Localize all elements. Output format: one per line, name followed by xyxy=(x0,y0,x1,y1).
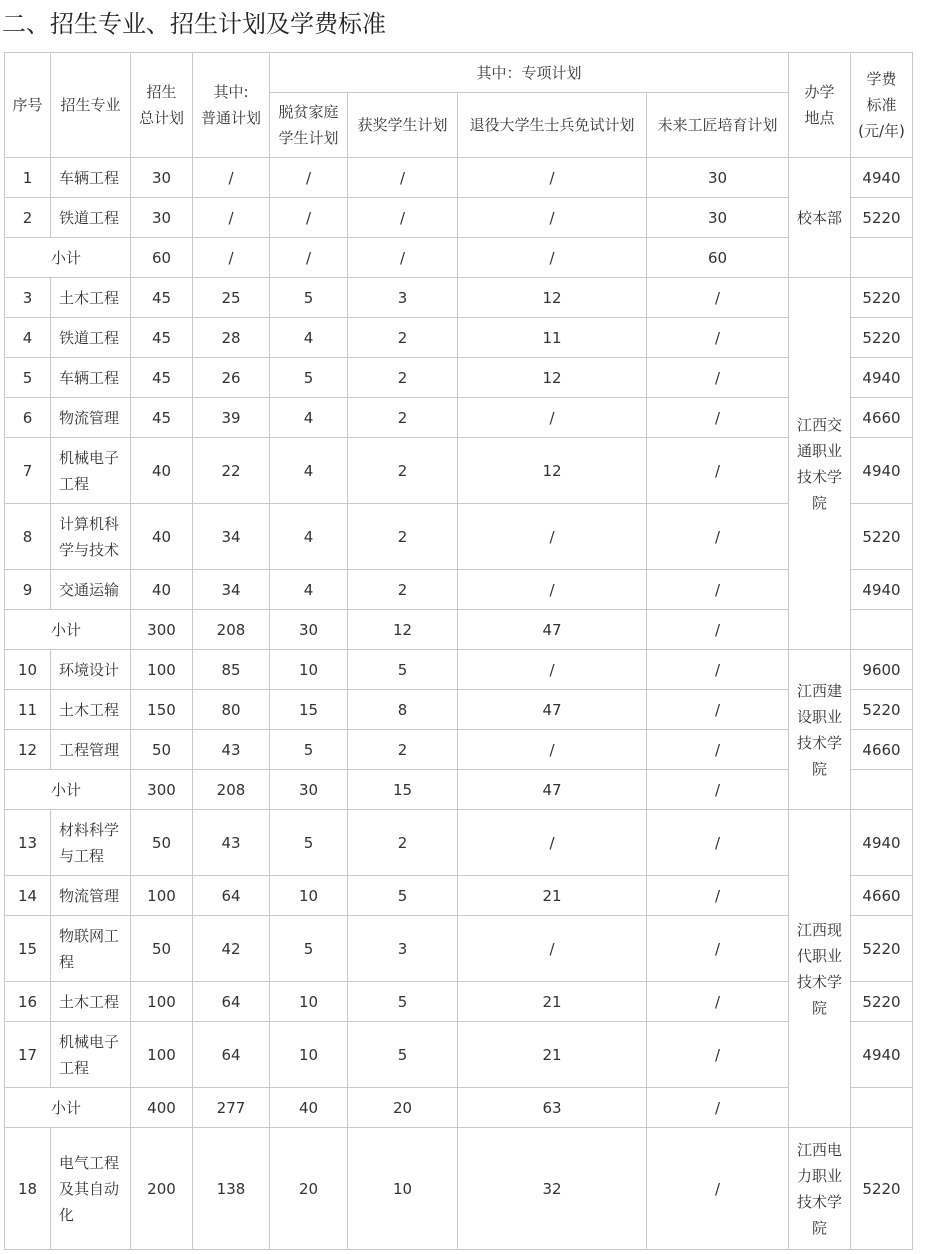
cell-craftsman: / xyxy=(647,504,789,570)
cell-seq: 8 xyxy=(5,504,51,570)
cell-total: 300 xyxy=(131,770,193,810)
cell-major: 机械电子 工程 xyxy=(51,438,131,504)
header-special-plan: 其中：专项计划 xyxy=(270,53,789,93)
cell-tuition xyxy=(851,610,913,650)
cell-regular: 80 xyxy=(193,690,270,730)
cell-regular: 277 xyxy=(193,1088,270,1128)
cell-regular: 42 xyxy=(193,916,270,982)
cell-tuition: 5220 xyxy=(851,318,913,358)
cell-veteran: 47 xyxy=(458,610,647,650)
cell-regular: 85 xyxy=(193,650,270,690)
cell-tuition: 4940 xyxy=(851,158,913,198)
cell-award: 8 xyxy=(348,690,458,730)
cell-tuition: 4660 xyxy=(851,398,913,438)
cell-seq: 11 xyxy=(5,690,51,730)
cell-seq: 10 xyxy=(5,650,51,690)
cell-award: 5 xyxy=(348,650,458,690)
cell-veteran: 12 xyxy=(458,358,647,398)
subtotal-label: 小计 xyxy=(5,770,131,810)
header-seq: 序号 xyxy=(5,53,51,158)
cell-regular: 138 xyxy=(193,1128,270,1250)
cell-tuition: 4660 xyxy=(851,730,913,770)
cell-major: 机械电子 工程 xyxy=(51,1022,131,1088)
cell-total: 200 xyxy=(131,1128,193,1250)
cell-poverty: 40 xyxy=(270,1088,348,1128)
cell-major: 环境设计 xyxy=(51,650,131,690)
cell-regular: 22 xyxy=(193,438,270,504)
cell-tuition xyxy=(851,770,913,810)
cell-veteran: / xyxy=(458,916,647,982)
subtotal-row xyxy=(5,238,913,278)
table-row xyxy=(5,438,913,504)
cell-poverty: 30 xyxy=(270,610,348,650)
cell-craftsman: / xyxy=(647,318,789,358)
cell-veteran: / xyxy=(458,158,647,198)
cell-seq: 5 xyxy=(5,358,51,398)
cell-regular: / xyxy=(193,238,270,278)
header-regular: 其中: 普通计划 xyxy=(193,53,270,158)
cell-total: 45 xyxy=(131,278,193,318)
cell-veteran: / xyxy=(458,810,647,876)
cell-award: 12 xyxy=(348,610,458,650)
header-total: 招生 总计划 xyxy=(131,53,193,158)
table-row xyxy=(5,318,913,358)
cell-poverty: 4 xyxy=(270,438,348,504)
cell-total: 40 xyxy=(131,570,193,610)
cell-seq: 18 xyxy=(5,1128,51,1250)
cell-total: 100 xyxy=(131,876,193,916)
header-craftsman: 未来工匠培育计划 xyxy=(647,93,789,158)
table-row xyxy=(5,916,913,982)
cell-location: 江西建 设职业 技术学 院 xyxy=(789,650,851,810)
cell-total: 50 xyxy=(131,730,193,770)
cell-poverty: 4 xyxy=(270,398,348,438)
cell-craftsman: / xyxy=(647,810,789,876)
cell-craftsman: / xyxy=(647,438,789,504)
page-title: 二、招生专业、招生计划及学费标准 xyxy=(2,10,386,38)
cell-regular: 34 xyxy=(193,570,270,610)
cell-veteran: 21 xyxy=(458,982,647,1022)
cell-major: 材料科学 与工程 xyxy=(51,810,131,876)
cell-major: 交通运输 xyxy=(51,570,131,610)
cell-major: 铁道工程 xyxy=(51,198,131,238)
cell-regular: / xyxy=(193,158,270,198)
cell-seq: 6 xyxy=(5,398,51,438)
header-tuition: 学费 标准 (元/年) xyxy=(851,53,913,158)
cell-poverty: 15 xyxy=(270,690,348,730)
table-row xyxy=(5,650,913,690)
subtotal-row xyxy=(5,1088,913,1128)
cell-award: 5 xyxy=(348,1022,458,1088)
cell-award: / xyxy=(348,158,458,198)
cell-total: 100 xyxy=(131,1022,193,1088)
cell-major: 车辆工程 xyxy=(51,158,131,198)
cell-seq: 9 xyxy=(5,570,51,610)
table-row xyxy=(5,504,913,570)
cell-poverty: 5 xyxy=(270,810,348,876)
cell-regular: 25 xyxy=(193,278,270,318)
table-row xyxy=(5,1128,913,1250)
cell-poverty: 5 xyxy=(270,278,348,318)
cell-award: 3 xyxy=(348,916,458,982)
header-poverty: 脱贫家庭 学生计划 xyxy=(270,93,348,158)
cell-award: 2 xyxy=(348,570,458,610)
cell-veteran: / xyxy=(458,198,647,238)
cell-veteran: 32 xyxy=(458,1128,647,1250)
cell-seq: 16 xyxy=(5,982,51,1022)
cell-award: 2 xyxy=(348,318,458,358)
cell-major: 物流管理 xyxy=(51,876,131,916)
cell-major: 工程管理 xyxy=(51,730,131,770)
cell-tuition: 5220 xyxy=(851,916,913,982)
cell-regular: 43 xyxy=(193,810,270,876)
cell-poverty: 4 xyxy=(270,504,348,570)
header-veteran: 退役大学生士兵免试计划 xyxy=(458,93,647,158)
cell-award: / xyxy=(348,238,458,278)
cell-award: 5 xyxy=(348,876,458,916)
cell-veteran: / xyxy=(458,570,647,610)
cell-veteran: 12 xyxy=(458,278,647,318)
cell-poverty: 5 xyxy=(270,358,348,398)
header-award: 获奖学生计划 xyxy=(348,93,458,158)
cell-total: 50 xyxy=(131,810,193,876)
cell-poverty: 4 xyxy=(270,570,348,610)
cell-poverty: 5 xyxy=(270,730,348,770)
cell-total: 30 xyxy=(131,158,193,198)
cell-tuition xyxy=(851,1088,913,1128)
cell-veteran: 47 xyxy=(458,690,647,730)
cell-total: 40 xyxy=(131,504,193,570)
cell-total: 45 xyxy=(131,318,193,358)
cell-regular: 39 xyxy=(193,398,270,438)
cell-craftsman: / xyxy=(647,610,789,650)
cell-major: 土木工程 xyxy=(51,278,131,318)
cell-poverty: / xyxy=(270,158,348,198)
header-major: 招生专业 xyxy=(51,53,131,158)
cell-poverty: 10 xyxy=(270,982,348,1022)
cell-total: 45 xyxy=(131,358,193,398)
cell-total: 150 xyxy=(131,690,193,730)
cell-award: 15 xyxy=(348,770,458,810)
cell-total: 100 xyxy=(131,650,193,690)
cell-craftsman: 30 xyxy=(647,158,789,198)
cell-seq: 4 xyxy=(5,318,51,358)
subtotal-label: 小计 xyxy=(5,1088,131,1128)
cell-craftsman: / xyxy=(647,876,789,916)
cell-regular: 208 xyxy=(193,610,270,650)
cell-major: 土木工程 xyxy=(51,982,131,1022)
table-row xyxy=(5,570,913,610)
cell-award: 3 xyxy=(348,278,458,318)
cell-craftsman: / xyxy=(647,916,789,982)
cell-award: 2 xyxy=(348,438,458,504)
cell-regular: 208 xyxy=(193,770,270,810)
cell-award: 2 xyxy=(348,810,458,876)
cell-tuition: 9600 xyxy=(851,650,913,690)
cell-craftsman: / xyxy=(647,278,789,318)
table-row xyxy=(5,278,913,318)
cell-total: 400 xyxy=(131,1088,193,1128)
cell-craftsman: / xyxy=(647,1022,789,1088)
cell-poverty: 30 xyxy=(270,770,348,810)
cell-tuition: 5220 xyxy=(851,198,913,238)
cell-award: / xyxy=(348,198,458,238)
table-row xyxy=(5,1022,913,1088)
cell-poverty: / xyxy=(270,238,348,278)
cell-veteran: / xyxy=(458,650,647,690)
table-row xyxy=(5,198,913,238)
table-row xyxy=(5,876,913,916)
cell-regular: 26 xyxy=(193,358,270,398)
cell-total: 45 xyxy=(131,398,193,438)
subtotal-row xyxy=(5,610,913,650)
cell-veteran: 21 xyxy=(458,1022,647,1088)
cell-location: 江西现 代职业 技术学 院 xyxy=(789,810,851,1128)
cell-seq: 14 xyxy=(5,876,51,916)
cell-tuition: 5220 xyxy=(851,1128,913,1250)
cell-major: 计算机科 学与技术 xyxy=(51,504,131,570)
table-row xyxy=(5,358,913,398)
cell-tuition: 4940 xyxy=(851,358,913,398)
cell-award: 2 xyxy=(348,730,458,770)
cell-poverty: 10 xyxy=(270,1022,348,1088)
cell-craftsman: / xyxy=(647,650,789,690)
cell-tuition xyxy=(851,238,913,278)
cell-location: 校本部 xyxy=(789,158,851,278)
cell-regular: 64 xyxy=(193,876,270,916)
cell-poverty: 10 xyxy=(270,650,348,690)
cell-award: 2 xyxy=(348,358,458,398)
cell-major: 电气工程 及其自动 化 xyxy=(51,1128,131,1250)
cell-seq: 12 xyxy=(5,730,51,770)
cell-poverty: 10 xyxy=(270,876,348,916)
cell-veteran: 21 xyxy=(458,876,647,916)
cell-veteran: / xyxy=(458,238,647,278)
cell-veteran: 47 xyxy=(458,770,647,810)
cell-regular: 34 xyxy=(193,504,270,570)
table-row xyxy=(5,690,913,730)
subtotal-label: 小计 xyxy=(5,238,131,278)
cell-seq: 1 xyxy=(5,158,51,198)
cell-tuition: 5220 xyxy=(851,278,913,318)
cell-total: 100 xyxy=(131,982,193,1022)
cell-craftsman: 60 xyxy=(647,238,789,278)
enrollment-table xyxy=(4,52,913,1250)
table-row xyxy=(5,810,913,876)
cell-craftsman: / xyxy=(647,982,789,1022)
cell-major: 物联网工 程 xyxy=(51,916,131,982)
cell-veteran: 11 xyxy=(458,318,647,358)
cell-veteran: 12 xyxy=(458,438,647,504)
cell-craftsman: / xyxy=(647,770,789,810)
cell-poverty: 5 xyxy=(270,916,348,982)
cell-tuition: 5220 xyxy=(851,690,913,730)
cell-tuition: 4940 xyxy=(851,570,913,610)
cell-seq: 2 xyxy=(5,198,51,238)
cell-craftsman: / xyxy=(647,730,789,770)
cell-poverty: / xyxy=(270,198,348,238)
cell-major: 土木工程 xyxy=(51,690,131,730)
header-row xyxy=(5,53,913,93)
cell-craftsman: / xyxy=(647,1088,789,1128)
cell-craftsman: / xyxy=(647,1128,789,1250)
cell-craftsman: / xyxy=(647,398,789,438)
table-row xyxy=(5,158,913,198)
cell-craftsman: 30 xyxy=(647,198,789,238)
cell-regular: 28 xyxy=(193,318,270,358)
cell-seq: 15 xyxy=(5,916,51,982)
cell-veteran: 63 xyxy=(458,1088,647,1128)
cell-award: 5 xyxy=(348,982,458,1022)
table-row xyxy=(5,982,913,1022)
cell-tuition: 5220 xyxy=(851,982,913,1022)
cell-tuition: 4940 xyxy=(851,438,913,504)
cell-total: 60 xyxy=(131,238,193,278)
table-row xyxy=(5,398,913,438)
cell-total: 50 xyxy=(131,916,193,982)
cell-veteran: / xyxy=(458,398,647,438)
cell-craftsman: / xyxy=(647,570,789,610)
cell-tuition: 4940 xyxy=(851,810,913,876)
cell-seq: 13 xyxy=(5,810,51,876)
cell-major: 车辆工程 xyxy=(51,358,131,398)
cell-regular: 43 xyxy=(193,730,270,770)
cell-tuition: 5220 xyxy=(851,504,913,570)
cell-seq: 17 xyxy=(5,1022,51,1088)
cell-total: 30 xyxy=(131,198,193,238)
cell-award: 2 xyxy=(348,504,458,570)
cell-poverty: 4 xyxy=(270,318,348,358)
cell-poverty: 20 xyxy=(270,1128,348,1250)
cell-regular: 64 xyxy=(193,982,270,1022)
subtotal-row xyxy=(5,770,913,810)
cell-veteran: / xyxy=(458,504,647,570)
cell-seq: 7 xyxy=(5,438,51,504)
subtotal-label: 小计 xyxy=(5,610,131,650)
cell-tuition: 4660 xyxy=(851,876,913,916)
cell-craftsman: / xyxy=(647,690,789,730)
header-location: 办学 地点 xyxy=(789,53,851,158)
cell-award: 10 xyxy=(348,1128,458,1250)
table-row xyxy=(5,730,913,770)
cell-regular: / xyxy=(193,198,270,238)
cell-craftsman: / xyxy=(647,358,789,398)
cell-location: 江西电 力职业 技术学 院 xyxy=(789,1128,851,1250)
cell-award: 20 xyxy=(348,1088,458,1128)
cell-seq: 3 xyxy=(5,278,51,318)
cell-location: 江西交 通职业 技术学 院 xyxy=(789,278,851,650)
cell-regular: 64 xyxy=(193,1022,270,1088)
cell-major: 铁道工程 xyxy=(51,318,131,358)
cell-tuition: 4940 xyxy=(851,1022,913,1088)
cell-major: 物流管理 xyxy=(51,398,131,438)
cell-total: 300 xyxy=(131,610,193,650)
cell-award: 2 xyxy=(348,398,458,438)
cell-total: 40 xyxy=(131,438,193,504)
cell-veteran: / xyxy=(458,730,647,770)
